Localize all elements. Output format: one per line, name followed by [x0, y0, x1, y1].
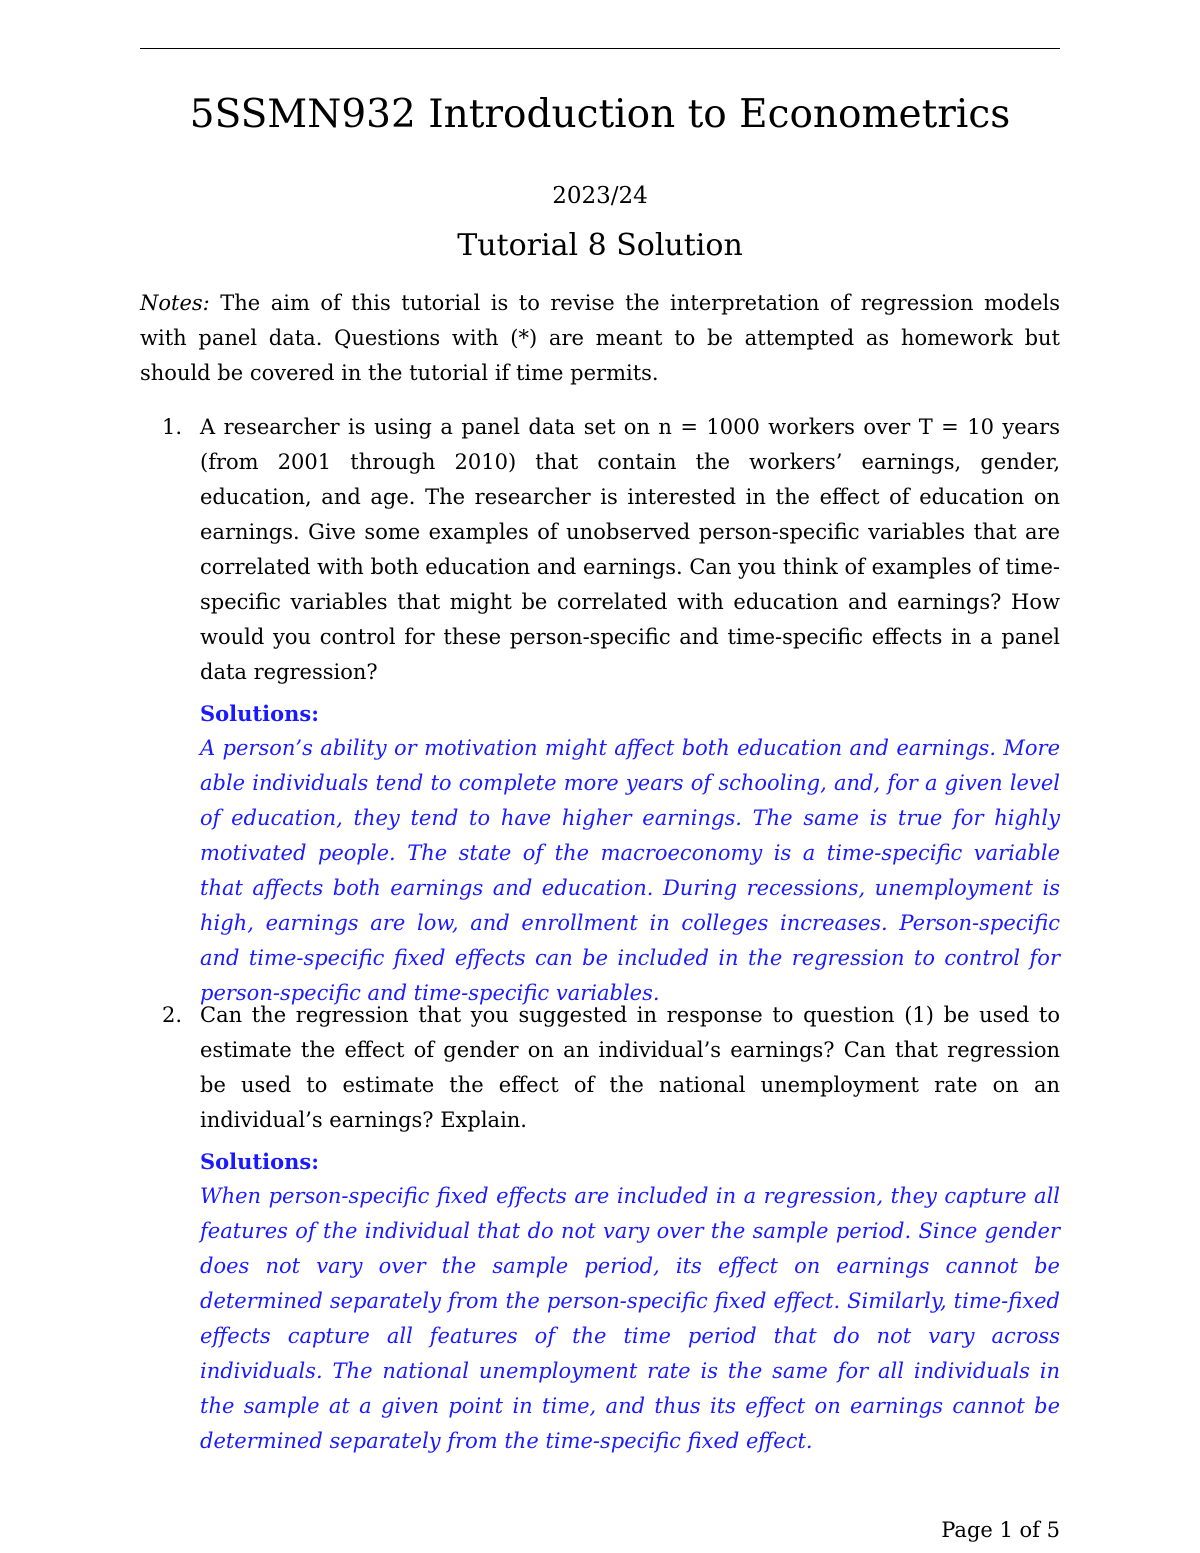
document-subtitle: Tutorial 8 Solution [457, 228, 743, 263]
solution-text: When person-specific fixed effects are included in a regression, they capture all features of the individual that do not vary over the sample period. Since gender does not vary over the sample period, its effect on earnings cannot be determined separately from the person-specific fixed effect. Similarly, time-fixed effects capture all features of the time period that do not vary across individuals. The national unemployment rate is the same for all individuals in the sample at a given point in time, and thus its effect on earnings cannot be determined separately from the time-specific fixed effect. [200, 1184, 1060, 1453]
question-2 [140, 998, 1060, 1459]
question-number: 1. [162, 415, 183, 439]
notes-label: Notes: [140, 291, 210, 315]
notes-paragraph [140, 286, 1060, 391]
solution-text: A person’s ability or motivation might affect both education and earnings. More able individuals tend to complete more years of schooling, and, for a given level of education, they tend to have higher earnings. The same is true for highly motivated people. The state of the macroeconomy is a time-specific variable that affects both earnings and education. During recessions, unemployment is high, earnings are low, and enrollment in colleges increases. Person-specific and time-specific fixed effects can be included in the regression to control for person-specific and time-specific variables. [200, 736, 1060, 1005]
question-number: 2. [162, 1003, 183, 1027]
page-number: Page 1 of 5 [941, 1518, 1060, 1542]
question-1 [140, 410, 1060, 1011]
document-title: 5SSMN932 Introduction to Econometrics [189, 92, 1011, 137]
question-text: Can the regression that you suggested in response to question (1) be used to estimate the effect of gender on an individual’s earnings? Can that regression be used to estimate the effect of the national unemployment rate on an individual’s earnings? Explain. [200, 1003, 1060, 1132]
academic-year: 2023/24 [552, 183, 648, 209]
notes-text: The aim of this tutorial is to revise the interpretation of regression models with panel data. Questions with (*) are meant to be attempted as homework but should be covered in the tutorial if time permits. [140, 291, 1061, 385]
solution-label: Solutions: [200, 701, 319, 726]
solution-label: Solutions: [200, 1149, 319, 1174]
question-text: A researcher is using a panel data set on n = 1000 workers over T = 10 years (from 2001 through 2010) that contain the workers’ earnings, gender, education, and age. The researcher is interested in the effect of education on earnings. Give some examples of unobserved person-specific variables that are correlated with both education and earnings. Can you think of examples of time-specific variables that might be correlated with education and earnings? How would you control for these person-specific and time-specific effects in a panel data regression? [200, 415, 1060, 684]
header-rule [140, 48, 1060, 49]
